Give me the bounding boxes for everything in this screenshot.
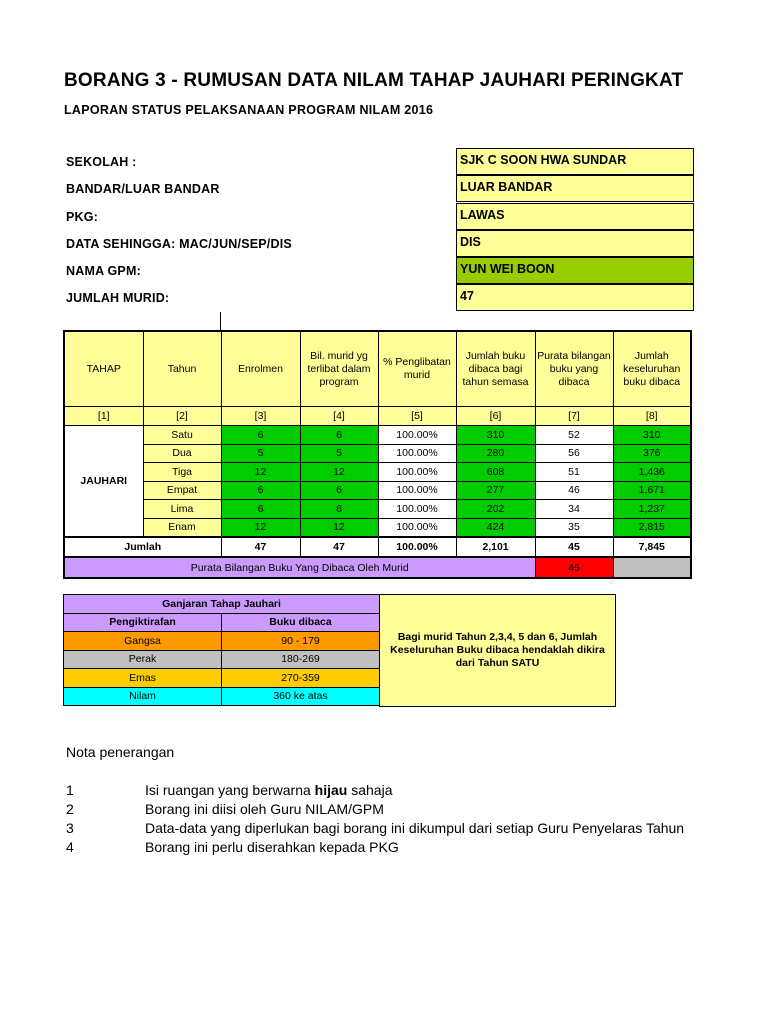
reward-name: Nilam [64, 687, 222, 706]
tahun-cell: Lima [143, 500, 221, 519]
purata-cell: 56 [535, 444, 613, 463]
nota-number: 1 [66, 782, 74, 798]
jumlah-buku-cell[interactable]: 608 [456, 463, 535, 482]
col-header-tahap: TAHAP [64, 331, 143, 407]
col-header-purata: Purata bilangan buku yang dibaca [535, 331, 613, 407]
form-subtitle: LAPORAN STATUS PELAKSANAAN PROGRAM NILAM 2016 [64, 103, 434, 117]
enrolmen-cell[interactable]: 6 [221, 426, 300, 445]
enrolmen-cell[interactable]: 6 [221, 500, 300, 519]
reward-header-row [64, 613, 380, 632]
tahun-cell: Enam [143, 518, 221, 537]
jumlah-murid-value[interactable]: 47 [456, 284, 694, 311]
level-cell: JAUHARI [64, 426, 143, 538]
reward-title: Ganjaran Tahap Jauhari [64, 595, 380, 614]
reward-range: 360 ke atas [222, 687, 380, 706]
nota-title: Nota penerangan [66, 744, 175, 760]
bil-murid-cell[interactable]: 12 [300, 518, 378, 537]
reward-note-text: Bagi murid Tahun 2,3,4, 5 dan 6, Jumlah Keseluruhan Buku dibaca hendaklah dikira dari Tahun SATU [390, 631, 605, 669]
total-keseluruhan: 7,845 [613, 537, 691, 557]
purata-cell: 35 [535, 518, 613, 537]
total-bil-murid: 47 [300, 537, 378, 557]
nota-text: Isi ruangan yang berwarna [145, 782, 315, 798]
gpm-label: NAMA GPM: [66, 264, 141, 278]
nota-number: 2 [66, 801, 74, 817]
keseluruhan-cell[interactable]: 1,671 [613, 481, 691, 500]
divider-line [220, 312, 221, 331]
school-value[interactable]: SJK C SOON HWA SUNDAR [456, 148, 694, 175]
average-row [64, 557, 691, 578]
table-row [64, 481, 691, 500]
reward-title-row [64, 595, 380, 614]
tahun-cell: Dua [143, 444, 221, 463]
nota-number: 4 [66, 839, 74, 855]
nota-item: Borang ini diisi oleh Guru NILAM/GPM [145, 801, 384, 817]
col-header-jumlah-buku: Jumlah buku dibaca bagi tahun semasa [456, 331, 535, 407]
table-row [64, 463, 691, 482]
data-sehingga-label: DATA SEHINGGA: MAC/JUN/SEP/DIS [66, 237, 292, 251]
keseluruhan-cell[interactable]: 2,815 [613, 518, 691, 537]
penglibatan-cell: 100.00% [378, 426, 456, 445]
table-header-row [64, 331, 691, 407]
enrolmen-cell[interactable]: 12 [221, 463, 300, 482]
bil-murid-cell[interactable]: 12 [300, 463, 378, 482]
average-value: 45 [535, 557, 613, 578]
reward-col-pengiktirafan: Pengiktirafan [64, 613, 222, 632]
col-header-bil-murid: Bil. murid yg terlibat dalam program [300, 331, 378, 407]
bandar-value[interactable]: LUAR BANDAR [456, 175, 694, 202]
col-number: [1] [64, 407, 143, 426]
reward-name: Gangsa [64, 632, 222, 651]
reward-name: Perak [64, 650, 222, 669]
reward-col-buku: Buku dibaca [222, 613, 380, 632]
total-row [64, 537, 691, 557]
total-penglibatan: 100.00% [378, 537, 456, 557]
total-enrolmen: 47 [221, 537, 300, 557]
keseluruhan-cell[interactable]: 376 [613, 444, 691, 463]
tahun-cell: Satu [143, 426, 221, 445]
column-number-row [64, 407, 691, 426]
reward-table [63, 594, 380, 706]
nota-highlight: hijau [314, 782, 348, 798]
col-number: [7] [535, 407, 613, 426]
col-number: [6] [456, 407, 535, 426]
reward-row-gangsa [64, 632, 380, 651]
penglibatan-cell: 100.00% [378, 481, 456, 500]
col-header-enrolmen: Enrolmen [221, 331, 300, 407]
total-jumlah-buku: 2,101 [456, 537, 535, 557]
penglibatan-cell: 100.00% [378, 444, 456, 463]
nilam-data-table [63, 330, 692, 579]
reward-range: 180-269 [222, 650, 380, 669]
jumlah-buku-cell[interactable]: 424 [456, 518, 535, 537]
col-header-tahun: Tahun [143, 331, 221, 407]
total-label: Jumlah [64, 537, 221, 557]
table-row [64, 426, 691, 445]
reward-range: 90 - 179 [222, 632, 380, 651]
col-header-keseluruhan: Jumlah keseluruhan buku dibaca [613, 331, 691, 407]
col-number: [4] [300, 407, 378, 426]
keseluruhan-cell[interactable]: 1,436 [613, 463, 691, 482]
nota-item: Borang ini perlu diserahkan kepada PKG [145, 839, 399, 855]
col-number: [3] [221, 407, 300, 426]
penglibatan-cell: 100.00% [378, 463, 456, 482]
jumlah-buku-cell[interactable]: 280 [456, 444, 535, 463]
gpm-value[interactable]: YUN WEI BOON [456, 257, 694, 284]
penglibatan-cell: 100.00% [378, 518, 456, 537]
purata-cell: 46 [535, 481, 613, 500]
bil-murid-cell[interactable]: 6 [300, 500, 378, 519]
table-row [64, 444, 691, 463]
reward-note [379, 594, 616, 707]
col-header-penglibatan: % Penglibatan murid [378, 331, 456, 407]
penglibatan-cell: 100.00% [378, 500, 456, 519]
enrolmen-cell[interactable]: 6 [221, 481, 300, 500]
school-label: SEKOLAH : [66, 155, 137, 169]
bandar-label: BANDAR/LUAR BANDAR [66, 182, 220, 196]
table-row [64, 518, 691, 537]
purata-cell: 51 [535, 463, 613, 482]
pkg-label: PKG: [66, 210, 99, 224]
purata-cell: 52 [535, 426, 613, 445]
jumlah-murid-label: JUMLAH MURID: [66, 291, 170, 305]
pkg-value[interactable]: LAWAS [456, 203, 694, 230]
table-row [64, 500, 691, 519]
reward-name: Emas [64, 669, 222, 688]
data-sehingga-value[interactable]: DIS [456, 230, 694, 257]
nota-item: Data-data yang diperlukan bagi borang ini dikumpul dari setiap Guru Penyelaras Tahun [145, 820, 685, 836]
col-number: [5] [378, 407, 456, 426]
tahun-cell: Empat [143, 481, 221, 500]
bil-murid-cell[interactable]: 6 [300, 426, 378, 445]
reward-row-perak [64, 650, 380, 669]
purata-cell: 34 [535, 500, 613, 519]
form-title: BORANG 3 - RUMUSAN DATA NILAM TAHAP JAUHARI PERINGKAT [64, 70, 684, 91]
keseluruhan-cell[interactable]: 310 [613, 426, 691, 445]
nota-number: 3 [66, 820, 74, 836]
reward-range: 270-359 [222, 669, 380, 688]
enrolmen-cell[interactable]: 12 [221, 518, 300, 537]
enrolmen-cell[interactable]: 5 [221, 444, 300, 463]
col-number: [8] [613, 407, 691, 426]
jumlah-buku-cell[interactable]: 202 [456, 500, 535, 519]
bil-murid-cell[interactable]: 6 [300, 481, 378, 500]
average-empty-cell [613, 557, 691, 578]
keseluruhan-cell[interactable]: 1,237 [613, 500, 691, 519]
tahun-cell: Tiga [143, 463, 221, 482]
jumlah-buku-cell[interactable]: 277 [456, 481, 535, 500]
jumlah-buku-cell[interactable]: 310 [456, 426, 535, 445]
reward-row-nilam [64, 687, 380, 706]
bil-murid-cell[interactable]: 5 [300, 444, 378, 463]
col-number: [2] [143, 407, 221, 426]
nota-item [145, 782, 393, 798]
reward-row-emas [64, 669, 380, 688]
total-purata: 45 [535, 537, 613, 557]
average-label: Purata Bilangan Buku Yang Dibaca Oleh Murid [64, 557, 535, 578]
nota-text: sahaja [347, 782, 393, 798]
